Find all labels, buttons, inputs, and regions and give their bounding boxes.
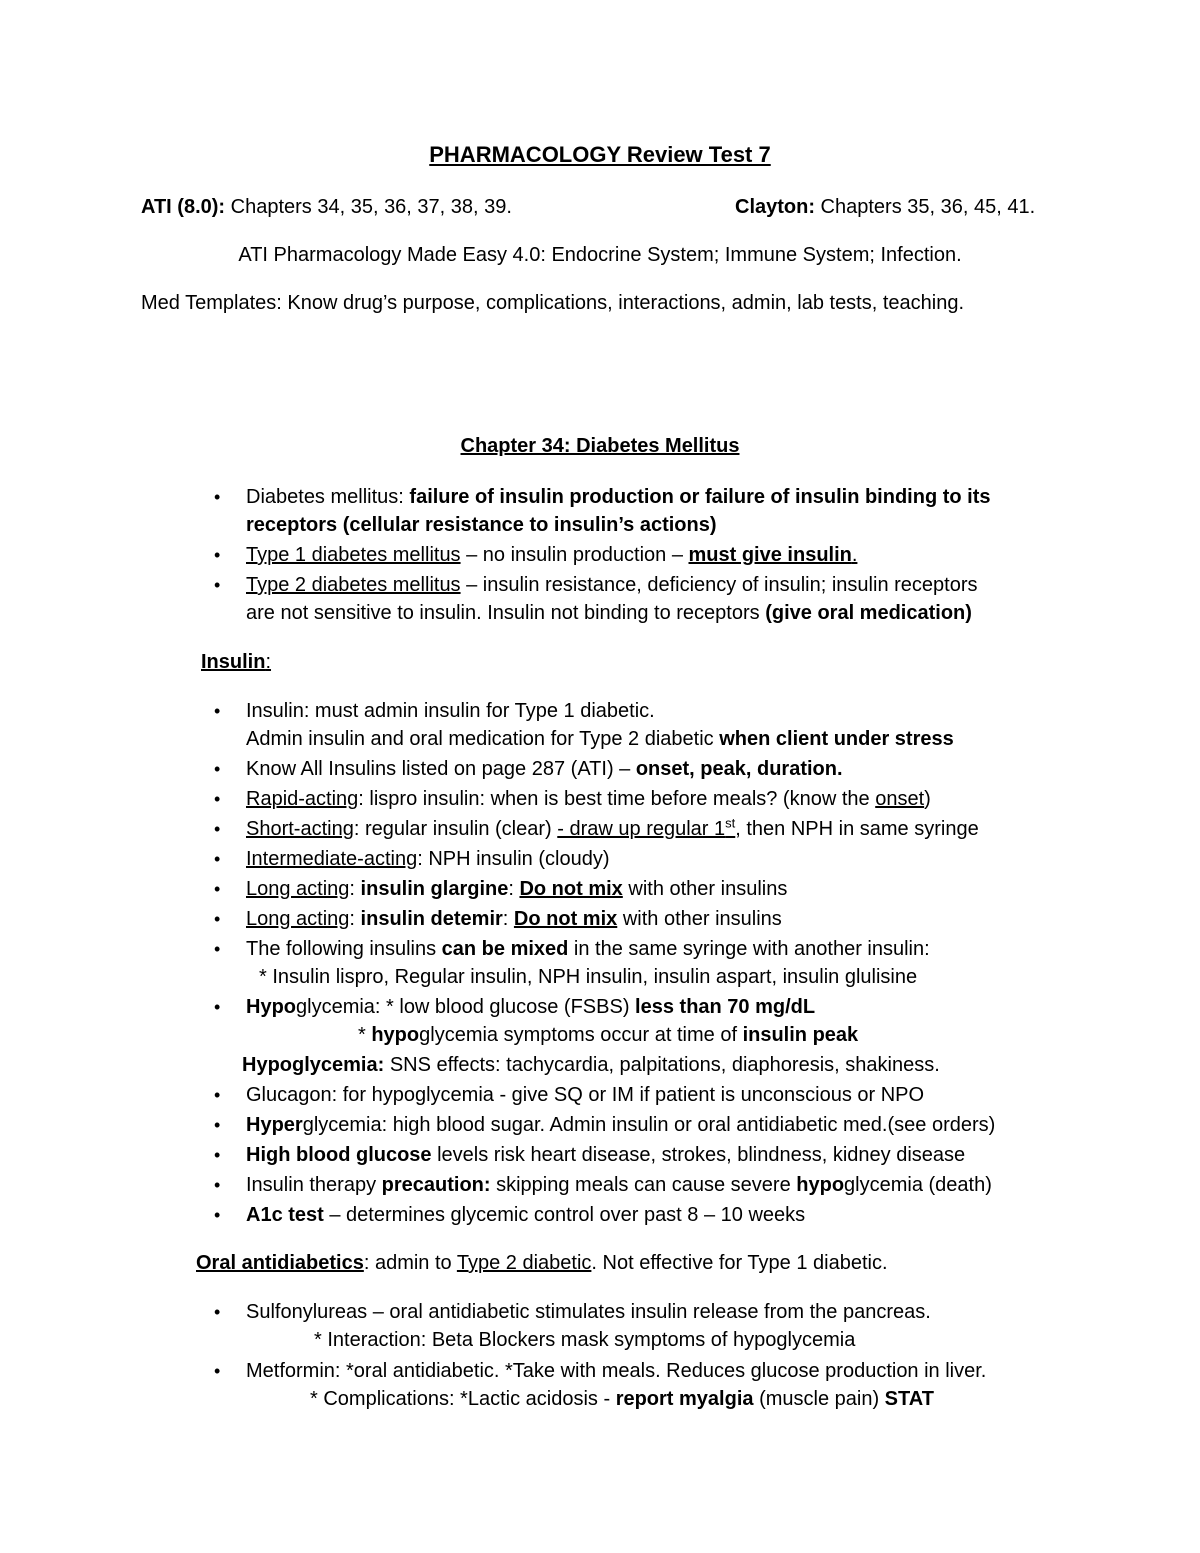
bullet-icon: • (214, 939, 221, 959)
dm-definition: Diabetes mellitus: failure of insulin production or failure of insulin binding to its (246, 486, 991, 508)
bullet-icon: • (214, 575, 221, 595)
metformin-item: Metformin: *oral antidiabetic. *Take with meals. Reduces glucose production in liver. (246, 1360, 987, 1382)
bullet-icon: • (214, 1145, 221, 1165)
clayton-chapters: Clayton: Chapters 35, 36, 45, 41. (735, 196, 1036, 218)
page-title: PHARMACOLOGY Review Test 7 (429, 142, 771, 167)
hyperglycemia-item: Hyperglycemia: high blood sugar. Admin insulin or oral antidiabetic med.(see orders) (246, 1114, 996, 1136)
bullet-icon: • (214, 1175, 221, 1195)
intermediate-acting-item: Intermediate-acting: NPH insulin (cloudy) (246, 848, 610, 870)
made-easy-line: ATI Pharmacology Made Easy 4.0: Endocrine System; Immune System; Infection. (238, 244, 962, 266)
oral-antidiabetics-heading: Oral antidiabetics: admin to Type 2 diabetic. Not effective for Type 1 diabetic. (196, 1252, 888, 1274)
insulin-precaution-item: Insulin therapy precaution: skipping meals can cause severe hypoglycemia (death) (246, 1174, 992, 1196)
bullet-icon: • (214, 1302, 221, 1322)
dm-definition-cont: receptors (cellular resistance to insulin’s actions) (246, 514, 717, 536)
short-acting-item: Short-acting: regular insulin (clear) - draw up regular 1st, then NPH in same syringe (246, 815, 979, 840)
hypoglycemia-sns: Hypoglycemia: SNS effects: tachycardia, palpitations, diaphoresis, shakiness. (242, 1054, 940, 1076)
bullet-icon: • (214, 1085, 221, 1105)
type1-item: Type 1 diabetes mellitus – no insulin production – must give insulin. (246, 544, 858, 566)
long-acting-glargine-item: Long acting: insulin glargine: Do not mix with other insulins (246, 878, 788, 900)
insulin-list-item: Know All Insulins listed on page 287 (ATI) – onset, peak, duration. (246, 758, 843, 780)
chapter-heading: Chapter 34: Diabetes Mellitus (460, 435, 740, 457)
bullet-icon: • (214, 487, 221, 507)
bullet-icon: • (214, 1361, 221, 1381)
sulfonylureas-interaction: * Interaction: Beta Blockers mask symptoms of hypoglycemia (314, 1329, 856, 1351)
sulfonylureas-item: Sulfonylureas – oral antidiabetic stimulates insulin release from the pancreas. (246, 1301, 931, 1323)
hypoglycemia-item: Hypoglycemia: * low blood glucose (FSBS) less than 70 mg/dL (246, 996, 816, 1018)
type2-item: Type 2 diabetes mellitus – insulin resistance, deficiency of insulin; insulin receptors (246, 574, 978, 596)
bullet-icon: • (214, 1115, 221, 1135)
rapid-acting-item: Rapid-acting: lispro insulin: when is best time before meals? (know the onset) (246, 788, 931, 810)
ati-chapters: ATI (8.0): Chapters 34, 35, 36, 37, 38, 39. (141, 196, 512, 218)
insulin-type1: Insulin: must admin insulin for Type 1 diabetic. (246, 700, 655, 722)
bullet-icon: • (214, 789, 221, 809)
mixable-insulins-list: * Insulin lispro, Regular insulin, NPH insulin, insulin aspart, insulin glulisine (259, 966, 918, 988)
type2-item-cont: are not sensitive to insulin. Insulin not binding to receptors (give oral medication) (246, 602, 972, 624)
mixable-insulins-item: The following insulins can be mixed in the same syringe with another insulin: (246, 938, 930, 960)
bullet-icon: • (214, 879, 221, 899)
bullet-icon: • (214, 701, 221, 721)
a1c-item: A1c test – determines glycemic control over past 8 – 10 weeks (246, 1204, 806, 1226)
high-glucose-item: High blood glucose levels risk heart disease, strokes, blindness, kidney disease (246, 1144, 966, 1166)
insulin-type2-stress: Admin insulin and oral medication for Type 2 diabetic when client under stress (246, 728, 954, 750)
glucagon-item: Glucagon: for hypoglycemia - give SQ or IM if patient is unconscious or NPO (246, 1084, 925, 1106)
bullet-icon: • (214, 997, 221, 1017)
long-acting-detemir-item: Long acting: insulin detemir: Do not mix with other insulins (246, 908, 782, 930)
draw-up-regular: - draw up regular 1st (557, 815, 736, 840)
bullet-icon: • (214, 1205, 221, 1225)
hypoglycemia-peak: * hypoglycemia symptoms occur at time of insulin peak (358, 1024, 859, 1046)
bullet-icon: • (214, 545, 221, 565)
metformin-complications: * Complications: *Lactic acidosis - report myalgia (muscle pain) STAT (310, 1388, 934, 1410)
bullet-icon: • (214, 759, 221, 779)
insulin-heading: Insulin: (201, 651, 272, 673)
med-templates-line: Med Templates: Know drug’s purpose, complications, interactions, admin, lab tests, teaching. (141, 292, 965, 314)
bullet-icon: • (214, 849, 221, 869)
bullet-icon: • (214, 909, 221, 929)
bullet-icon: • (214, 819, 221, 839)
